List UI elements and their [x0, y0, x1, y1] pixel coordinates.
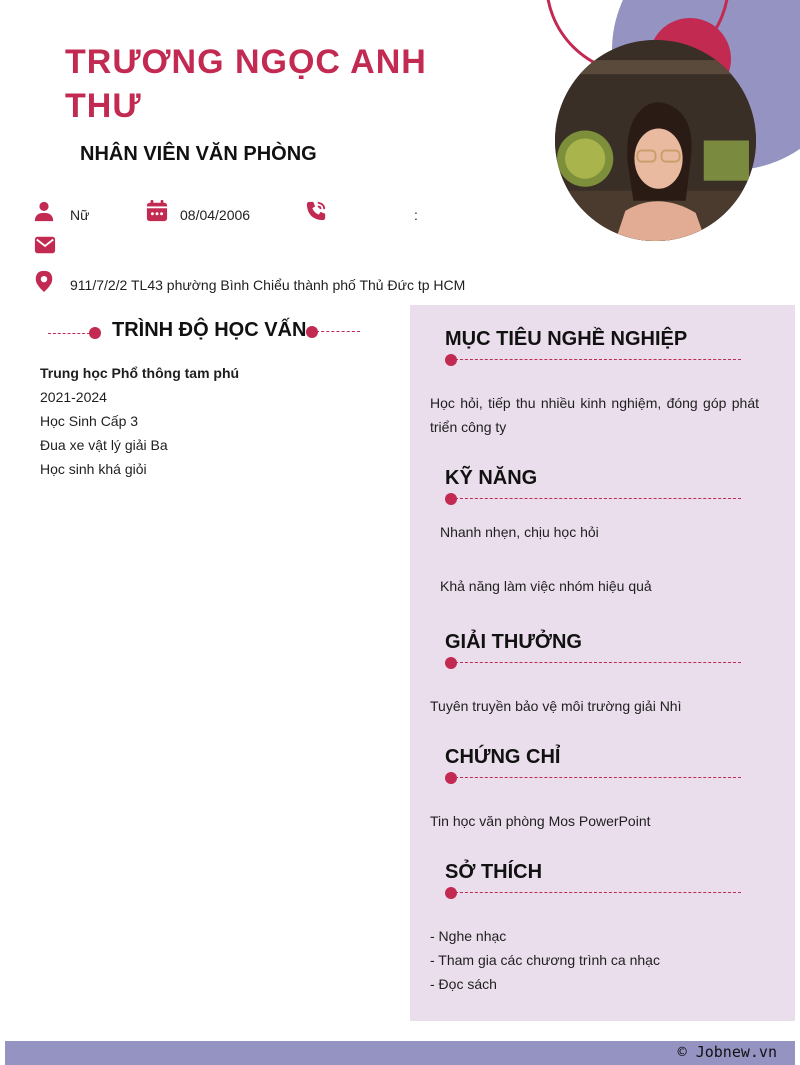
section-divider — [445, 772, 741, 784]
footer-bar — [5, 1041, 795, 1065]
avatar — [555, 40, 756, 241]
footer-credit: © Jobnew.vn — [677, 1043, 777, 1061]
education-line: Đua xe vật lý giải Ba — [40, 437, 168, 453]
objective-heading: MỤC TIÊU NGHỀ NGHIỆP — [445, 328, 688, 350]
certificate-text: Tin học văn phòng Mos PowerPoint — [430, 813, 651, 829]
school-name: Trung học Phổ thông tam phú — [40, 365, 240, 381]
candidate-name: TRƯƠNG NGỌC ANH THƯ — [65, 43, 427, 125]
hobby-item: - Tham gia các chương trình ca nhạc — [430, 952, 660, 968]
calendar-icon — [146, 200, 168, 222]
skills-heading: KỸ NĂNG — [445, 467, 538, 489]
phone-value: : — [414, 207, 418, 223]
avatar-photo — [555, 40, 756, 241]
section-divider — [445, 887, 741, 899]
map-pin-icon — [33, 270, 55, 292]
phone-icon — [305, 200, 327, 222]
hobby-item: - Đọc sách — [430, 976, 497, 992]
envelope-icon — [34, 234, 56, 256]
hobby-item: - Nghe nhạc — [430, 928, 507, 944]
job-title: NHÂN VIÊN VĂN PHÒNG — [80, 143, 317, 165]
education-line: Học sinh khá giỏi — [40, 461, 147, 477]
education-heading: TRÌNH ĐỘ HỌC VẤN — [112, 319, 307, 341]
person-icon — [33, 200, 55, 222]
awards-heading: GIẢI THƯỞNG — [445, 631, 582, 653]
section-divider — [445, 354, 741, 366]
section-divider — [445, 657, 741, 669]
award-text: Tuyên truyền bảo vệ môi trường giải Nhì — [430, 698, 682, 714]
objective-text: Học hỏi, tiếp thu nhiều kinh nghiệm, đóng góp phát triển công ty — [430, 395, 759, 435]
address-value: 911/7/2/2 TL43 phường Bình Chiểu thành phố Thủ Đức tp HCM — [70, 277, 466, 293]
gender-value: Nữ — [70, 207, 90, 223]
education-line: Học Sinh Cấp 3 — [40, 413, 139, 429]
birthday-value: 08/04/2006 — [180, 207, 251, 223]
skill-item: Khả năng làm việc nhóm hiệu quả — [440, 578, 652, 594]
hobbies-heading: SỞ THÍCH — [445, 861, 543, 883]
education-period: 2021-2024 — [40, 389, 107, 405]
skill-item: Nhanh nhẹn, chịu học hỏi — [440, 524, 599, 540]
section-divider — [445, 493, 741, 505]
certificates-heading: CHỨNG CHỈ — [445, 746, 561, 768]
